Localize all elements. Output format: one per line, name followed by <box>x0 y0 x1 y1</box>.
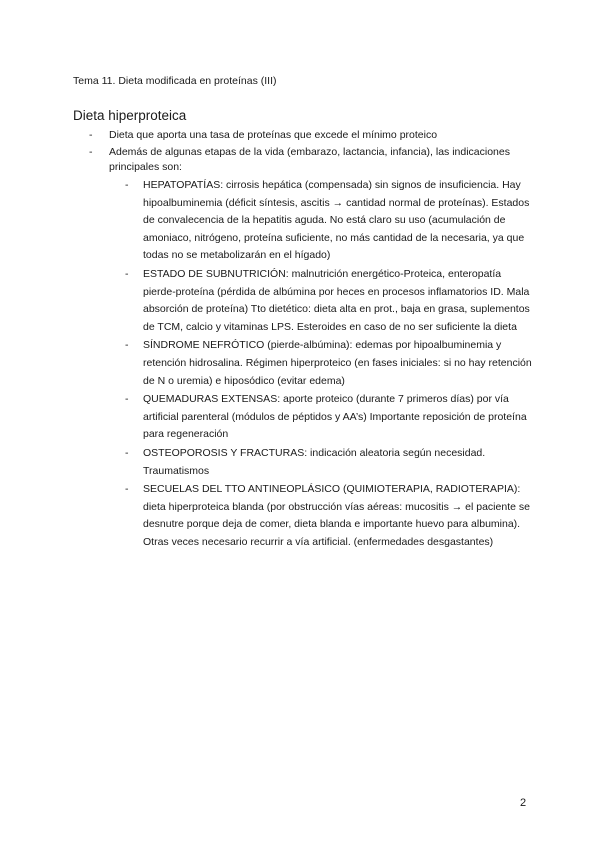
sub-list-item-text: SECUELAS DEL TTO ANTINEOPLÁSICO (QUIMIOTERAPIA, RADIOTERAPIA): dieta hiperproteica blanda (por obstrucción vías aéreas: mucositis → el paciente se desnutre porque deja de comer, dieta blanda e importante huevo para albumina). Otras veces necesario recurrir a vía artificial. (enfermedades desgastantes) <box>143 483 530 548</box>
section-title: Dieta hiperproteica <box>73 108 187 123</box>
page-header: Tema 11. Dieta modificada en proteínas (III) <box>73 75 277 87</box>
sub-list-item-text: OSTEOPOROSIS Y FRACTURAS: indicación aleatoria según necesidad. Traumatismos <box>143 446 486 477</box>
sub-list-item <box>73 481 533 551</box>
bullet-dash: - <box>89 146 93 158</box>
sub-list-item <box>73 445 533 480</box>
list-item <box>73 128 533 143</box>
sub-list-item <box>73 337 533 390</box>
bullet-dash: - <box>125 339 129 352</box>
bullet-dash: - <box>125 393 129 406</box>
sub-list-item <box>73 266 533 336</box>
main-list <box>73 128 533 552</box>
page-number: 2 <box>520 797 527 809</box>
bullet-dash: - <box>125 483 129 496</box>
list-item-text: Además de algunas etapas de la vida (embarazo, lactancia, infancia), las indicaciones principales son: <box>109 146 510 173</box>
sub-list-item-text: HEPATOPATÍAS: cirrosis hepática (compensada) sin signos de insuficiencia. Hay hipoalbuminemia (déficit síntesis, ascitis → cantidad normal de proteínas). Estados de convalecencia de la hepatitis aguda. No está claro su uso (acumulación de amoniaco, nitrógeno, proteína suficiente, no más cantidad de la necesaria, ya que todas no se metabolizarán en el hígado) <box>143 179 530 262</box>
list-item-text: Dieta que aporta una tasa de proteínas que excede el mínimo proteico <box>109 129 438 141</box>
bullet-dash: - <box>125 179 129 191</box>
sub-list <box>73 177 533 551</box>
sub-list-item <box>73 391 533 444</box>
sub-list-item-text: QUEMADURAS EXTENSAS: aporte proteico (durante 7 primeros días) por vía artificial parenteral (módulos de péptidos y AA’s) Importante reposición de proteína para regeneración <box>143 393 527 441</box>
sub-list-item <box>73 177 533 265</box>
bullet-dash: - <box>89 129 93 141</box>
list-item <box>73 145 533 175</box>
bullet-dash: - <box>125 267 129 280</box>
sub-list-item-text: ESTADO DE SUBNUTRICIÓN: malnutrición energético-Proteica, enteropatía pierde-proteína (pérdida de albúmina por heces en procesos inflamatorios ID. Mala absorción de proteína) Tto dietético: dieta alta en prot., baja en grasa, suplementos de TCM, calcio y vitaminas LPS. Esteroides en caso de no ser suficiente la dieta <box>143 267 530 333</box>
sub-list-item-text: SÍNDROME NEFRÓTICO (pierde-albúmina): edemas por hipoalbuminemia y retención hidrosalina. Régimen hiperproteico (en fases iniciales: si no hay retención de N o uremia) e hiposódico (evitar edema) <box>143 339 532 387</box>
bullet-dash: - <box>125 446 129 459</box>
